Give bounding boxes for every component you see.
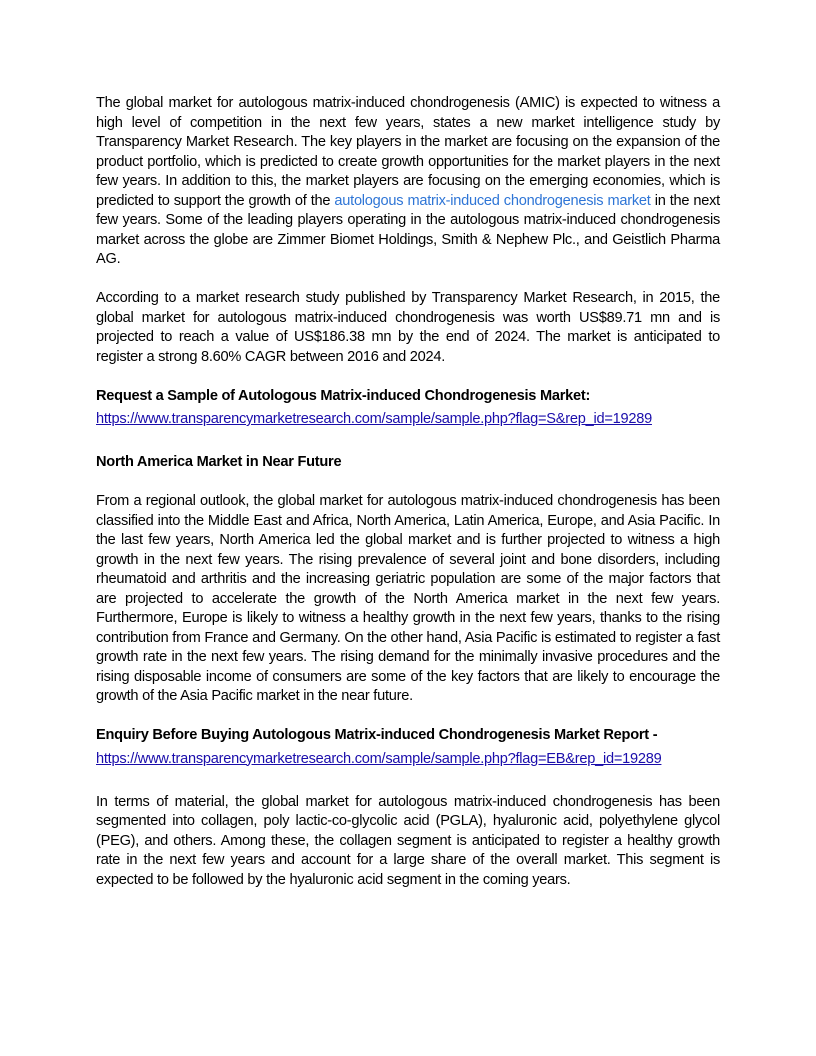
- north-america-heading: North America Market in Near Future: [96, 454, 342, 470]
- intro-text-before-link: The global market for autologous matrix-induced chondrogenesis (AMIC) is expected to witness a high level of competition in the next few years, states a new market intelligence study by Transparency Market Research. The key players in the market are focusing on the expansion of the product portfolio, which is predicted to create growth opportunities for the market players in the next few years. In addition to this, the market players are focusing on the emerging economies, which is predicted to support the growth of the: [96, 95, 720, 209]
- spacer: [96, 473, 720, 493]
- market-inline-link[interactable]: autologous matrix-induced chondrogenesis market: [334, 192, 651, 209]
- spacer: [96, 430, 720, 450]
- spacer: [96, 707, 720, 727]
- enquiry-heading: Enquiry Before Buying Autologous Matrix-induced Chondrogenesis Market Report -: [96, 727, 658, 743]
- sample-request-heading: Request a Sample of Autologous Matrix-induced Chondrogenesis Market:: [96, 387, 591, 404]
- spacer: [96, 270, 720, 290]
- intro-text-after-link: in the next few years. Some of the leading players operating in the autologous matrix-induced chondrogenesis market across the globe are Zimmer Biomet Holdings, Smith & Nephew Plc., and Geistlich Pharma AG.: [96, 192, 720, 267]
- enquiry-link[interactable]: https://www.transparencymarketresearch.com/sample/sample.php?flag=EB&rep_id=19289: [96, 750, 662, 767]
- document-page: [96, 94, 720, 890]
- spacer: [96, 367, 720, 387]
- spacer: [96, 769, 720, 789]
- intro-paragraph: [96, 94, 720, 270]
- north-america-paragraph: From a regional outlook, the global market for autologous matrix-induced chondrogenesis has been classified into the Middle East and Africa, North America, Latin America, Europe, and Asia Pacific. In the last few years, North America led the global market and is further projected to witness a high growth in the next few years. The rising prevalence of several joint and bone disorders, including rheumatoid and arthritis and the increasing geriatric population are some of the major factors that are projected to accelerate the growth of the North America market in the next few years. Furthermore, Europe is likely to witness a healthy growth in the next few years, thanks to the rising contribution from France and Germany. On the other hand, Asia Pacific is estimated to register a fast growth rate in the next few years. The rising demand for the minimally invasive procedures and the rising disposable income of consumers are some of the key factors that are likely to encourage the growth of the Asia Pacific market in the near future.: [96, 493, 720, 704]
- market-value-paragraph: According to a market research study published by Transparency Market Research, in 2015, the global market for autologous matrix-induced chondrogenesis was worth US$89.71 mn and is projected to reach a value of US$186.38 mn by the end of 2024. The market is anticipated to register a strong 8.60% CAGR between 2016 and 2024.: [96, 290, 720, 365]
- sample-request-link[interactable]: https://www.transparencymarketresearch.com/sample/sample.php?flag=S&rep_id=19289: [96, 411, 652, 427]
- material-paragraph: In terms of material, the global market for autologous matrix-induced chondrogenesis has been segmented into collagen, poly lactic-co-glycolic acid (PGLA), hyaluronic acid, polyethylene glycol (PEG), and others. Among these, the collagen segment is anticipated to register a healthy growth rate in the next few years and account for a large share of the overall market. This segment is expected to be followed by the hyaluronic acid segment in the coming years.: [96, 793, 720, 888]
